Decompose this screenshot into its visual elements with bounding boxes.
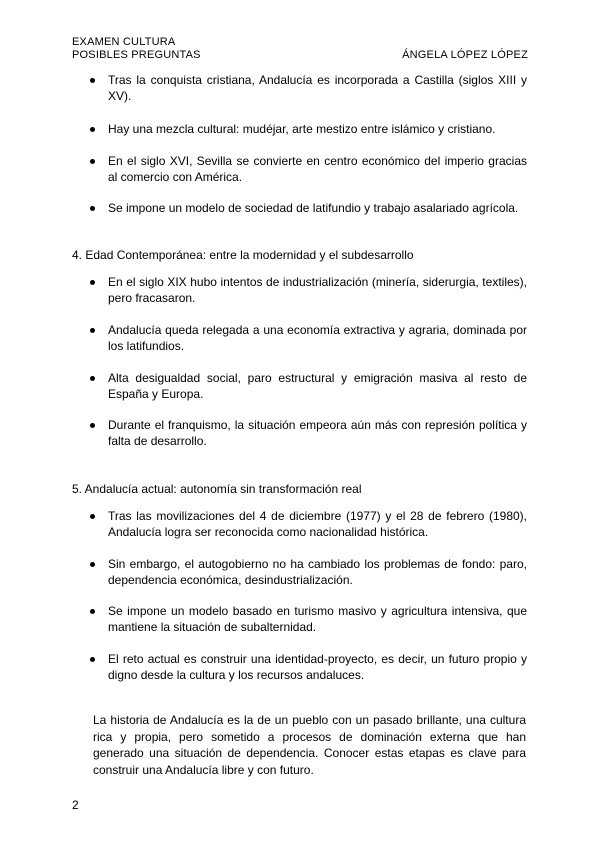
list-item-text: Hay una mezcla cultural: mudéjar, arte mestizo entre islámico y cristiano. [108,122,496,136]
bullet-icon [90,423,95,428]
bullet-icon [90,376,95,381]
list-item [108,72,527,104]
bullet-icon [90,657,95,662]
bullet-icon [90,280,95,285]
list-item-text: Andalucía queda relegada a una economía extractiva y agraria, dominada por los latifundios. [108,323,527,353]
list-item-text: Sin embargo, el autogobierno no ha cambiado los problemas de fondo: paro, dependencia económica, desindustrialización. [108,557,527,587]
section4-heading: 4. Edad Contemporánea: entre la modernidad y el subdesarrollo [72,248,414,262]
list-item-text: Tras las movilizaciones del 4 de diciembre (1977) y el 28 de febrero (1980), Andalucía logra ser reconocida como nacionalidad histórica. [108,509,527,539]
page-header [72,36,528,62]
header-author: ÁNGELA LÓPEZ LÓPEZ [402,49,528,61]
bullet-icon [90,127,95,132]
header-row [72,49,528,62]
list-item [108,121,527,137]
bullet-icon [90,328,95,333]
list-item [108,651,527,683]
bullet-icon [90,562,95,567]
list-item [108,153,527,185]
header-course-title: EXAMEN CULTURA [72,36,176,48]
list-item [108,556,527,588]
bullet-icon [90,78,95,83]
list-item-text: Tras la conquista cristiana, Andalucía es incorporada a Castilla (siglos XIII y XV). [108,73,527,103]
bullet-icon [90,514,95,519]
list-item [108,322,527,354]
list-item-text: En el siglo XVI, Sevilla se convierte en centro económico del imperio gracias al comercio con América. [108,154,527,184]
closing-paragraph: La historia de Andalucía es la de un pueblo con un pasado brillante, una cultura rica y propia, pero sometido a procesos de dominación externa que han generado una situación de dependencia. Conocer estas etapas es clave para construir una Andalucía libre y con futuro. [93,713,526,777]
list-item-text: Durante el franquismo, la situación empeora aún más con represión política y falta de desarrollo. [108,418,527,448]
list-item-text: En el siglo XIX hubo intentos de industrialización (minería, siderurgia, textiles), pero fracasaron. [108,275,527,305]
list-item-text: Se impone un modelo de sociedad de latifundio y trabajo asalariado agrícola. [108,201,519,215]
bullet-icon [90,609,95,614]
header-subtitle: POSIBLES PREGUNTAS [72,49,201,61]
bullet-icon [90,159,95,164]
page-number: 2 [72,798,79,812]
list-item [108,370,527,402]
bullet-icon [90,206,95,211]
list-item [108,417,527,449]
list-item-text: Alta desigualdad social, paro estructural y emigración masiva al resto de España y Europa. [108,371,527,401]
list-item-text: Se impone un modelo basado en turismo masivo y agricultura intensiva, que mantiene la situación de subalternidad. [108,604,527,634]
section5-heading: 5. Andalucía actual: autonomía sin transformación real [72,482,362,496]
list-item [108,508,527,540]
list-item [108,200,527,216]
list-item-text: El reto actual es construir una identidad-proyecto, es decir, un futuro propio y digno desde la cultura y los recursos andaluces. [108,652,527,682]
list-item [108,603,527,635]
list-item [108,274,527,306]
